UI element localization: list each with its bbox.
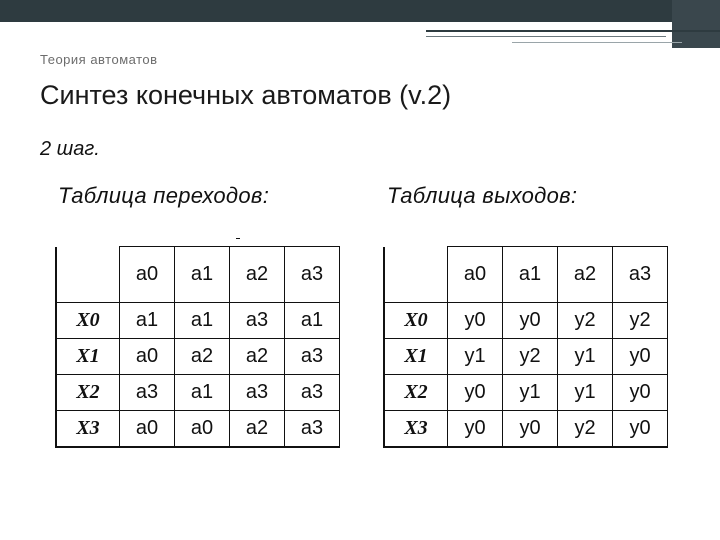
table-row (56, 339, 340, 375)
table-cell: y0 (503, 411, 558, 448)
row-label: X1 (384, 339, 448, 375)
top-decoration (0, 0, 720, 48)
table-cell: y0 (448, 303, 503, 339)
table-row (56, 375, 340, 411)
decor-line (426, 30, 720, 32)
row-label: X0 (384, 303, 448, 339)
slide-subtitle: Теория автоматов (40, 52, 158, 67)
column-header: a3 (613, 247, 668, 303)
table-row (56, 303, 340, 339)
transition-table (55, 246, 340, 448)
column-header: a0 (120, 247, 175, 303)
row-label: X3 (56, 411, 120, 448)
column-header: a2 (230, 247, 285, 303)
table-cell: y2 (503, 339, 558, 375)
table-cell: a2 (175, 339, 230, 375)
table-cell: y0 (503, 303, 558, 339)
table-cell: y0 (448, 375, 503, 411)
table-cell: a0 (120, 411, 175, 448)
table-cell: a3 (285, 375, 340, 411)
stray-mark (236, 238, 240, 239)
column-header: a1 (503, 247, 558, 303)
table-cell: a3 (230, 303, 285, 339)
transition-table-caption: Таблица переходов: (58, 183, 270, 208)
table-cell: a1 (285, 303, 340, 339)
table-cell: y1 (558, 375, 613, 411)
table-cell: a0 (120, 339, 175, 375)
slide-title: Синтез конечных автоматов (v.2) (40, 80, 452, 110)
table-cell: y2 (558, 411, 613, 448)
table-row (384, 411, 668, 448)
column-header: a2 (558, 247, 613, 303)
table-cell: y0 (448, 411, 503, 448)
table-cell: y1 (558, 339, 613, 375)
table-cell: y2 (558, 303, 613, 339)
decor-line (426, 36, 666, 37)
table-row (384, 339, 668, 375)
table-cell: y0 (613, 339, 668, 375)
table-cell: a2 (230, 411, 285, 448)
table-cell: y1 (503, 375, 558, 411)
output-table-caption: Таблица выходов: (387, 183, 578, 208)
table-row (384, 375, 668, 411)
table-row (56, 411, 340, 448)
row-label: X0 (56, 303, 120, 339)
decor-line (512, 42, 682, 43)
table-header-row (56, 247, 340, 303)
table-cell: a3 (230, 375, 285, 411)
corner-cell (56, 247, 120, 303)
row-label: X3 (384, 411, 448, 448)
column-header: a3 (285, 247, 340, 303)
row-label: X1 (56, 339, 120, 375)
table-cell: y0 (613, 411, 668, 448)
row-label: X2 (56, 375, 120, 411)
row-label: X2 (384, 375, 448, 411)
table-cell: a1 (120, 303, 175, 339)
step-label: 2 шаг. (40, 138, 100, 160)
table-cell: y2 (613, 303, 668, 339)
table-cell: a3 (285, 339, 340, 375)
table-header-row (384, 247, 668, 303)
column-header: a0 (448, 247, 503, 303)
table-cell: a3 (120, 375, 175, 411)
table-cell: y0 (613, 375, 668, 411)
table-cell: a1 (175, 375, 230, 411)
table-cell: a2 (230, 339, 285, 375)
table-row (384, 303, 668, 339)
output-table (383, 246, 668, 448)
table-cell: a1 (175, 303, 230, 339)
corner-cell (384, 247, 448, 303)
column-header: a1 (175, 247, 230, 303)
table-cell: a3 (285, 411, 340, 448)
table-cell: a0 (175, 411, 230, 448)
table-cell: y1 (448, 339, 503, 375)
top-dark-band (0, 0, 720, 22)
corner-accent (672, 0, 720, 48)
